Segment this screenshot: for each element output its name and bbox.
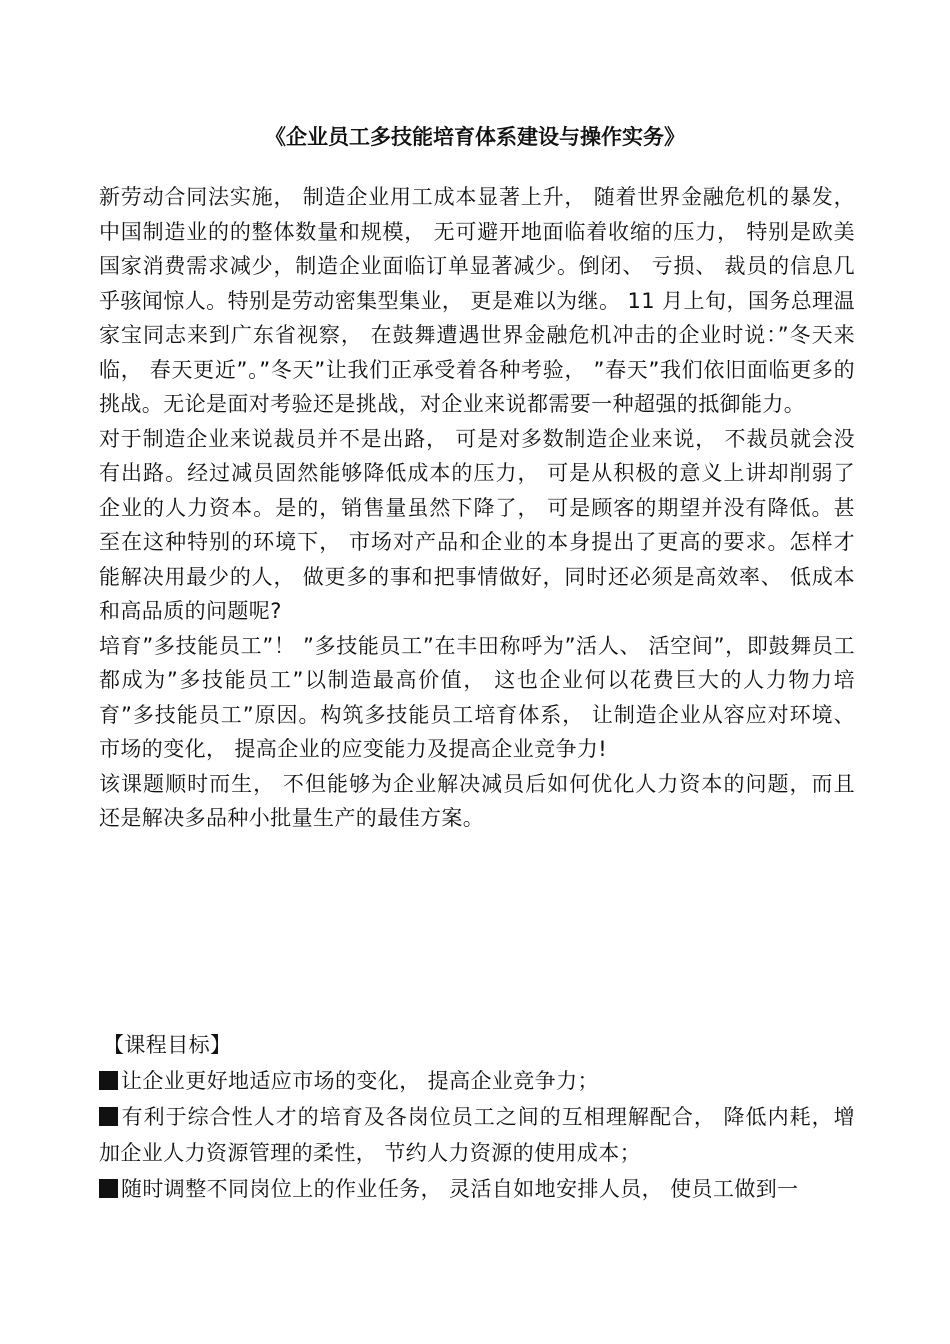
paragraph-course-origin: 该课题顺时而生， 不但能够为企业解决减员后如何优化人力资本的问题，而且还是解决多品种小批量生产的最佳方案。 (99, 771, 855, 830)
document-title: 《企业员工多技能培育体系建设与操作实务》 (265, 125, 685, 149)
square-bullet-icon (99, 1179, 118, 1198)
objective-text: 随时调整不同岗位上的作业任务， 灵活自如地安排人员， 使员工做到一 (121, 1177, 799, 1201)
paragraph-multiskill: 培育”多技能员工”！ ”多技能员工”在丰田称呼为”活人、 活空间”，即鼓舞员工都成为”多技能员工”以制造最高价值， 这也企业何以花费巨大的人力物力培育”多技能员工”原因。构筑多技能员工培育体系， 让制造企业从容应对环境、 市场的变化， 提高企业的应变能力及提高企业竞争力! (99, 633, 855, 761)
course-objectives-heading: 【课程目标】 (103, 1033, 232, 1057)
course-objectives-section (99, 1027, 855, 1207)
objective-item (99, 1063, 855, 1099)
objective-item (99, 1099, 855, 1171)
objective-text: 让企业更好地适应市场的变化， 提高企业竞争力； (121, 1069, 599, 1093)
objective-text: 有利于综合性人才的培育及各岗位员工之间的互相理解配合， 降低内耗，增加企业人力资源管理的柔性， 节约人力资源的使用成本； (99, 1105, 855, 1165)
objective-item (99, 1171, 855, 1207)
document-body (99, 180, 855, 836)
square-bullet-icon (99, 1107, 118, 1126)
paragraph-layoff: 对于制造企业来说裁员并不是出路， 可是对多数制造企业来说， 不裁员就会没有出路。经过减员固然能够降低成本的压力， 可是从积极的意义上讲却削弱了企业的人力资本。是的，销售量虽然下降了， 可是顾客的期望并没有降低。甚至在这种特别的环境下， 市场对产品和企业的本身提出了更高的要求。怎样才能解决用最少的人， 做更多的事和把事情做好，同时还必须是高效率、 低成本和高品质的问题呢? (99, 426, 855, 623)
paragraph-intro: 新劳动合同法实施， 制造企业用工成本显著上升， 随着世界金融危机的暴发， 中国制造业的的整体数量和规模， 无可避开地面临着收缩的压力， 特别是欧美国家消费需求减少，制造企业面临订单显著减少。倒闭、 亏损、 裁员的信息几乎骇闻惊人。特别是劳动密集型集业， 更是难以为继。 11 月上旬，国务总理温家宝同志来到广东省视察， 在鼓舞遭遇世界金融危机冲击的企业时说：”冬天来临， 春天更近”。”冬天”让我们正承受着各种考验， ”春天”我们依旧面临更多的挑战。无论是面对考验还是挑战，对企业来说都需要一种超强的抵御能力。 (99, 185, 855, 416)
square-bullet-icon (99, 1071, 118, 1090)
